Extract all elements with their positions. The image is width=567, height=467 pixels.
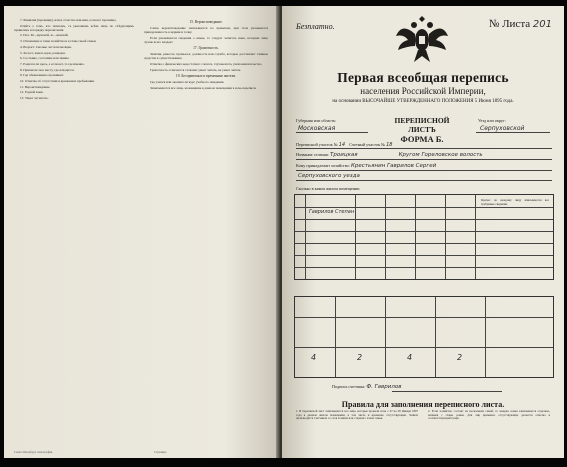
- summary-value: 4: [407, 353, 413, 362]
- signature-value: Ф. Гаврилов: [366, 384, 402, 390]
- section-heading: 19. Бесприютные и временные жители.: [175, 73, 237, 78]
- census-subtitle: населения Российской Империи,: [360, 86, 486, 96]
- fill-line: [296, 170, 552, 171]
- paragraph: 4. Возраст. Сколько лет или месяцев.: [20, 44, 72, 49]
- uezd-value: Серпуховской: [480, 125, 525, 132]
- paragraph: Отвѣтъ о томъ, кто записанъ, съ указаніемъ всѣхъ лицъ по слѣдующимъ правиламъ и порядку перечисленія.: [14, 23, 134, 32]
- form-title: [382, 116, 462, 144]
- fill-line: [296, 180, 552, 181]
- section-heading: 15. Вероисповедание.: [189, 20, 223, 24]
- settlement-value: Троицкая: [330, 152, 358, 158]
- rules-right-column: 2. Если хозяйство состоит из нескольких семей, то каждая семья записывается отдельно, начиная с главы семьи. Для лиц временно отсутствующих делается отметка в соответствующей графе.: [428, 409, 550, 421]
- fill-line: [296, 148, 552, 149]
- table-row-line: [295, 243, 553, 244]
- uezd-label: Уезд или округ:: [478, 118, 506, 123]
- guberniya-label: Губерния или область:: [296, 118, 337, 123]
- paragraph: 2. Пол. М—мужской, ж—женскій.: [20, 33, 69, 38]
- owner-extra-value: Серпуховского уезда: [298, 173, 360, 179]
- table-row-line: [295, 255, 553, 256]
- persons-table: [294, 194, 554, 280]
- paragraph: Самое вероисповедание записывается по правилам, при этом указывается принадлежность к церкви и толку.: [144, 26, 268, 35]
- paragraph: Если указываются сведения о языке, то следует записать язык, которым лицо лучше всего владеет.: [144, 35, 268, 44]
- summary-value: 2: [457, 353, 463, 362]
- summary-value: 4: [311, 353, 317, 362]
- paragraph: 5. Холост, женат, вдов, разведен.: [20, 50, 66, 55]
- section-heading: 17. Грамотность.: [193, 46, 219, 51]
- paragraph: 6. Сословие, состояние или звание.: [20, 56, 70, 61]
- settlement-label: Название селения:: [296, 152, 329, 157]
- paragraph: 13. Умеет ли читать.: [20, 96, 49, 101]
- paragraph: Отметка о физических недостатках: слепота, глухонемота, умопомешательство.: [150, 61, 263, 66]
- footer-right: Страница: [154, 450, 167, 454]
- paragraph: 7. Родился ли здесь, а если нет, то где именно.: [20, 61, 85, 66]
- people-header: Сколько в каком жилом помещении: [296, 186, 360, 191]
- double-headed-eagle-emblem: [392, 12, 452, 66]
- form-title-main: ПЕРЕПИСНОЙ ЛИСТЪ: [394, 116, 450, 134]
- left-page-column-2: [144, 18, 268, 91]
- rules-left-column: 1. В переписной лист записываются все лица, которые провели ночь с 27 на 28 Января 1897 года в данном жилом помещении, в том числе и временно отсутствующие. Записи производятся счетчиком со слов хозяина или старшего члена семьи.: [296, 409, 418, 421]
- fill-line: [392, 391, 502, 392]
- fill-line: [476, 132, 550, 133]
- paragraph: 11. Вероисповедание.: [20, 84, 51, 89]
- left-page: [4, 6, 280, 458]
- owner-label: Кому принадлежит хозяйство:: [296, 163, 350, 168]
- fill-line: [296, 132, 368, 133]
- fill-line: [296, 159, 552, 160]
- settlement-line: [296, 152, 483, 158]
- table-col-line: [335, 297, 336, 377]
- table-note: Кратко: по каждому лицу вписываются все требуемые сведения.: [481, 198, 549, 206]
- paragraph: 3. Отношение к главе хозяйства и к главе своей семьи.: [20, 39, 97, 44]
- table-row-line: [295, 317, 553, 318]
- paragraph: Грамотность отмечается словами: умеет читать, не умеет читать.: [150, 67, 242, 72]
- open-book: [4, 6, 564, 458]
- paragraph: 12. Родной язык.: [20, 90, 44, 95]
- guberniya-value: Московская: [298, 125, 336, 132]
- count-district-label: Счетный участок №: [349, 142, 386, 147]
- owner-value: Крестьянин Гаврилов Сергей: [350, 163, 437, 169]
- paragraph: Занятия, ремесла, промысел, должность или служба, которые доставляют главные средства к существованию.: [144, 52, 268, 61]
- left-page-column-1: [14, 18, 134, 102]
- signature-label: Подпись счетчика:: [332, 384, 366, 389]
- paragraph: Записываются все лица, ночевавшие в данном помещении в ночь переписи.: [150, 85, 257, 90]
- owner-line: [296, 163, 436, 169]
- paragraph: 7. Фамилия (прозвище), или и отчество или имя, если нет прозвища.: [20, 18, 117, 22]
- summary-value: 2: [357, 353, 363, 362]
- list-number: [489, 18, 552, 30]
- paragraph: Где учился или окончил ли курс учебного заведения.: [150, 79, 225, 84]
- paragraph: 10. Отметка об отсутствии и временном пребывании.: [20, 78, 95, 83]
- table-row-line: [295, 267, 553, 268]
- list-number-label: № Листа: [488, 18, 531, 30]
- list-number-value: 201: [532, 19, 552, 30]
- census-title: Первая всеобщая перепись: [337, 70, 509, 85]
- district-label: Переписной участок №: [296, 142, 338, 147]
- table-col-line: [485, 297, 486, 377]
- right-page: [282, 6, 564, 458]
- volost-value: Кругом Гореловское волость: [398, 152, 483, 158]
- count-district-value: 18: [386, 142, 393, 148]
- census-decree-line: на основании ВЫСОЧАЙШЕ УТВЕРЖДЕННАГО ПОЛОЖЕНИЯ 5 Июня 1895 года.: [332, 99, 514, 104]
- rules-title: Правила для заполнения переписного листа.: [341, 400, 505, 409]
- footer-left: Санкт-Петербург, типография.: [14, 450, 53, 454]
- paragraph: 9. Где обыкновенно проживает.: [20, 73, 64, 78]
- table-row-entry: Гаврилов Степан: [309, 209, 355, 215]
- table-col-line: [435, 297, 436, 377]
- free-label: Безплатно.: [296, 22, 335, 31]
- form-title-sub: ФОРМА Б.: [400, 134, 444, 144]
- table-row-line: [295, 207, 553, 208]
- summary-table: [294, 296, 554, 378]
- table-row-line: [295, 347, 553, 348]
- table-row-line: [295, 219, 553, 220]
- district-value: 14: [338, 142, 346, 148]
- table-row-line: [295, 231, 553, 232]
- signature-line: [332, 384, 402, 390]
- paragraph: 8. Приписан ли к месту, где находится.: [20, 67, 75, 72]
- table-col-line: [385, 297, 386, 377]
